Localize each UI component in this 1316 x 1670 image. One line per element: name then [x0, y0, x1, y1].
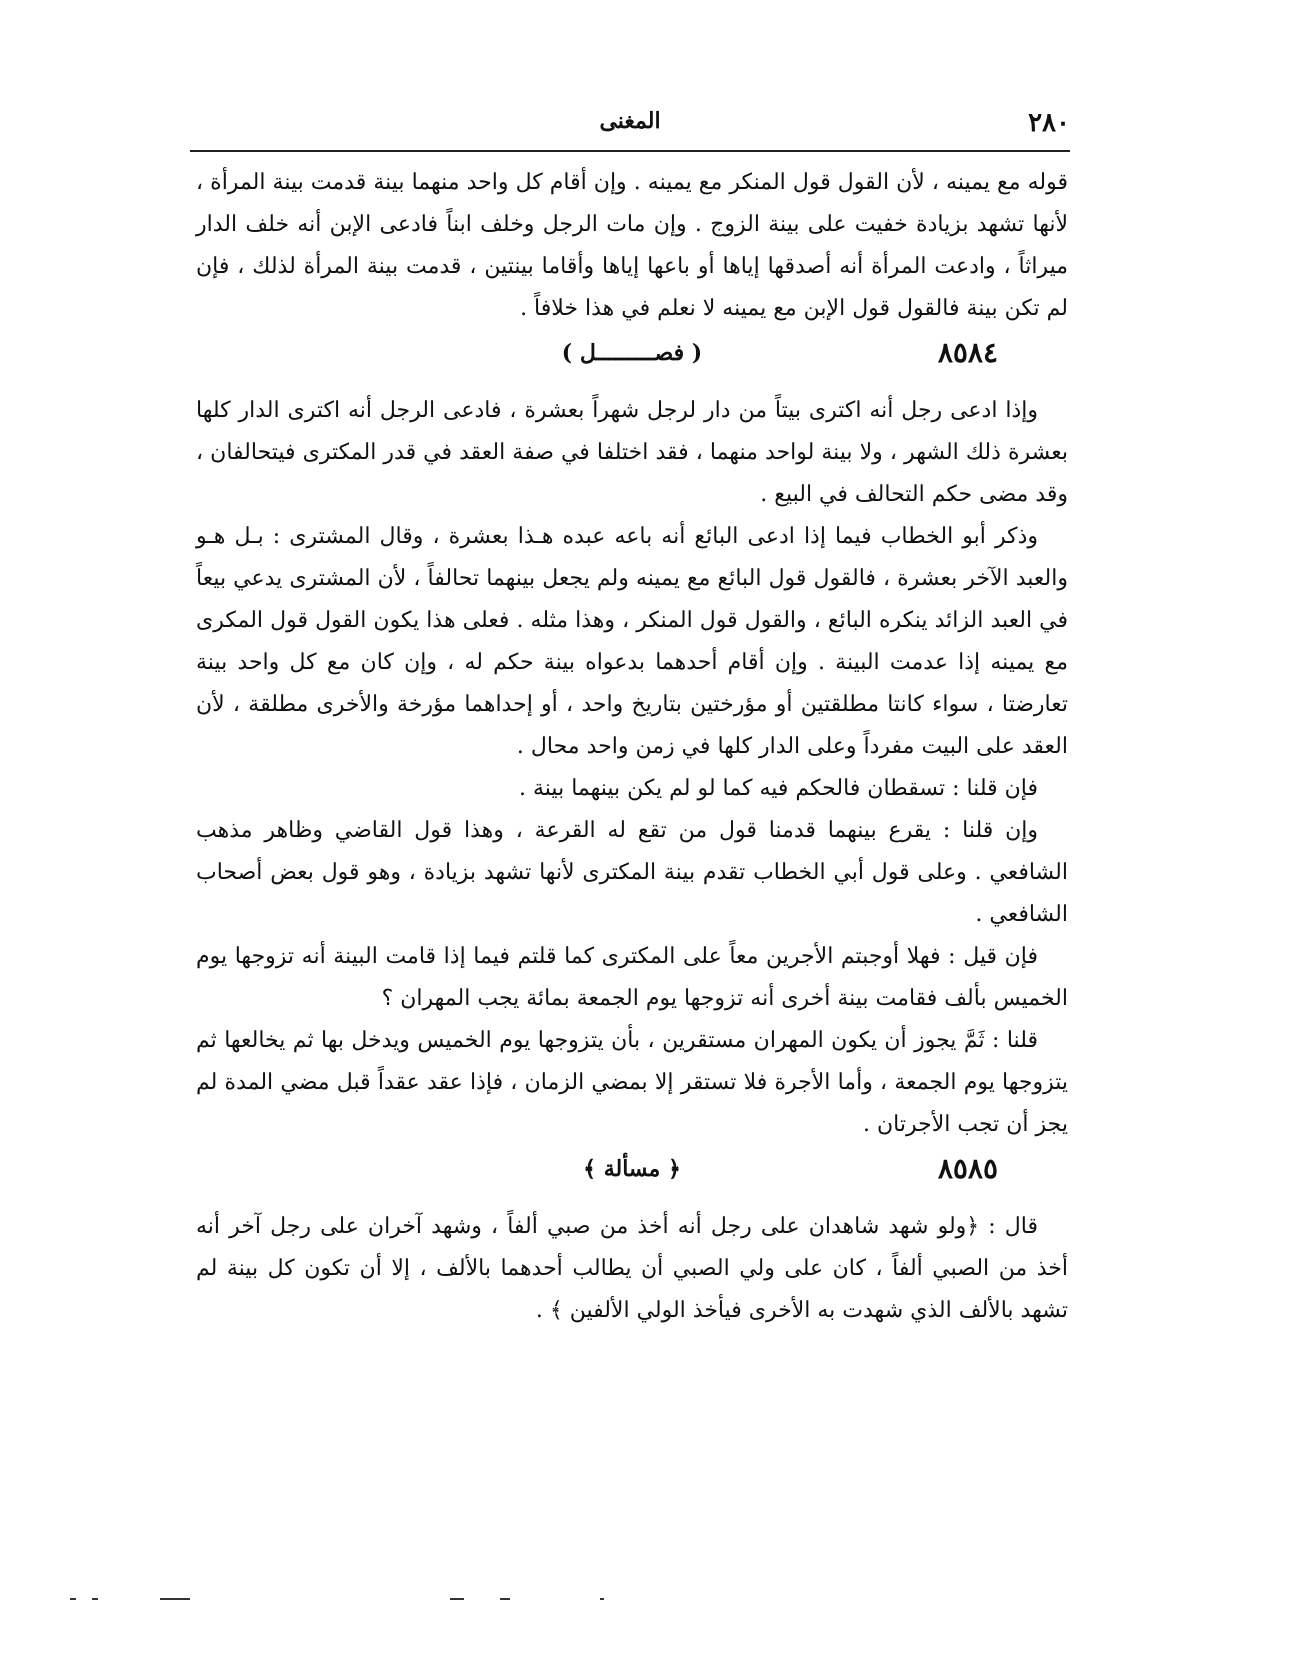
section-number: ٨٥٨٥	[937, 1152, 998, 1185]
paragraph: قلنا : ثَمَّ يجوز أن يكون المهران مستقرين ، بأن يتزوجها يوم الخميس ويدخل بها ثم يخالعها ثم يتزوجها يوم الجمعة ، وأما الأجرة فلا تستقر إلا بمضي الزمان ، فإذا عقد عقداً قبل مضي المدة لم يجز أن تجب الأجرتان .	[196, 1028, 1068, 1137]
scan-mark	[70, 1598, 76, 1600]
scan-mark	[160, 1598, 190, 1600]
paragraph: وإذا ادعى رجل أنه اكترى بيتاً من دار لرجل شهراً بعشرة ، فادعى الرجل أنه اكترى الدار كلها بعشرة ذلك الشهر ، ولا بينة لواحد منهما ، فقد اختلفا في صفة العقد في قدر المكترى فيتحالفان ، وقد مضى حكم التحالف في البيع .	[196, 398, 1068, 507]
page-header	[190, 108, 1070, 148]
scan-mark	[450, 1598, 464, 1600]
body-text	[196, 162, 1068, 1332]
section-number: ٨٥٨٤	[937, 336, 998, 369]
paragraph: فإن قيل : فهلا أوجبتم الأجرين معاً على المكترى كما قلتم فيما إذا قامت البينة أنه تزوجها يوم الخميس بألف فقامت بينة أخرى أنه تزوجها يوم الجمعة بمائة يجب المهران ؟	[196, 944, 1068, 1011]
scan-marks	[70, 1598, 690, 1606]
section-heading-8585	[196, 1152, 1068, 1202]
paragraph: قوله مع يمينه ، لأن القول قول المنكر مع يمينه . وإن أقام كل واحد منهما بينة قدمت بينة المرأة ، لأنها تشهد بزيادة خفيت على بينة الزوج . وإن مات الرجل وخلف ابناً فادعى الإبن أنه خلف الدار ميراثاً ، وادعت المرأة أنه أصدقها إياها أو باعها إياها وأقاما بينتين ، قدمت بينة المرأة لذلك ، فإن لم تكن بينة فالقول قول الإبن مع يمينه لا نعلم في هذا خلافاً .	[196, 170, 1068, 321]
section-title: ( فصـــــــــل )	[561, 340, 703, 366]
scan-mark	[500, 1598, 510, 1600]
header-rule	[190, 150, 1070, 152]
paragraph: وإن قلنا : يقرع بينهما قدمنا قول من تقع له القرعة ، وهذا قول القاضي وظاهر مذهب الشافعي . وعلى قول أبي الخطاب تقدم بينة المكترى لأنها تشهد بزيادة ، وهو قول بعض أصحاب الشافعي .	[196, 818, 1068, 927]
scan-mark	[600, 1598, 604, 1600]
scan-mark	[92, 1598, 98, 1600]
book-title: المغنى	[599, 108, 661, 134]
page-number: ٢٨٠	[1028, 108, 1070, 138]
section-heading-8584	[196, 336, 1068, 386]
paragraph: فإن قلنا : تسقطان فالحكم فيه كما لو لم يكن بينهما بينة .	[519, 776, 1038, 801]
paragraph: قال : ﴿ولو شهد شاهدان على رجل أنه أخذ من صبي ألفاً ، وشهد آخران على رجل آخر أنه أخذ من الصبي ألفاً ، كان على ولي الصبي أن يطالب أحدهما بالألف ، إلا أن تكون كل بينة لم تشهد بالألف الذي شهدت به الأخرى فيأخذ الولي الألفين ﴾ .	[196, 1214, 1068, 1323]
paragraph: وذكر أبو الخطاب فيما إذا ادعى البائع أنه باعه عبده هـذا بعشرة ، وقال المشترى : بـل هـو والعبد الآخر بعشرة ، فالقول قول البائع مع يمينه ولم يجعل بينهما تحالفاً ، لأن المشترى يدعي بيعاً في العبد الزائد ينكره البائع ، والقول قول المنكر ، وهذا مثله . فعلى هذا يكون القول قول المكرى مع يمينه إذا عدمت البينة . وإن أقام أحدهما بدعواه بينة حكم له ، وإن كان مع كل واحد بينة تعارضتا ، سواء كانتا مطلقتين أو مؤرختين بتاريخ واحد ، أو إحداهما مؤرخة والأخرى مطلقة ، لأن العقد على البيت مفرداً وعلى الدار كلها في زمن واحد محال .	[196, 524, 1068, 759]
section-title: ﴿ مسألة ﴾	[583, 1156, 681, 1182]
